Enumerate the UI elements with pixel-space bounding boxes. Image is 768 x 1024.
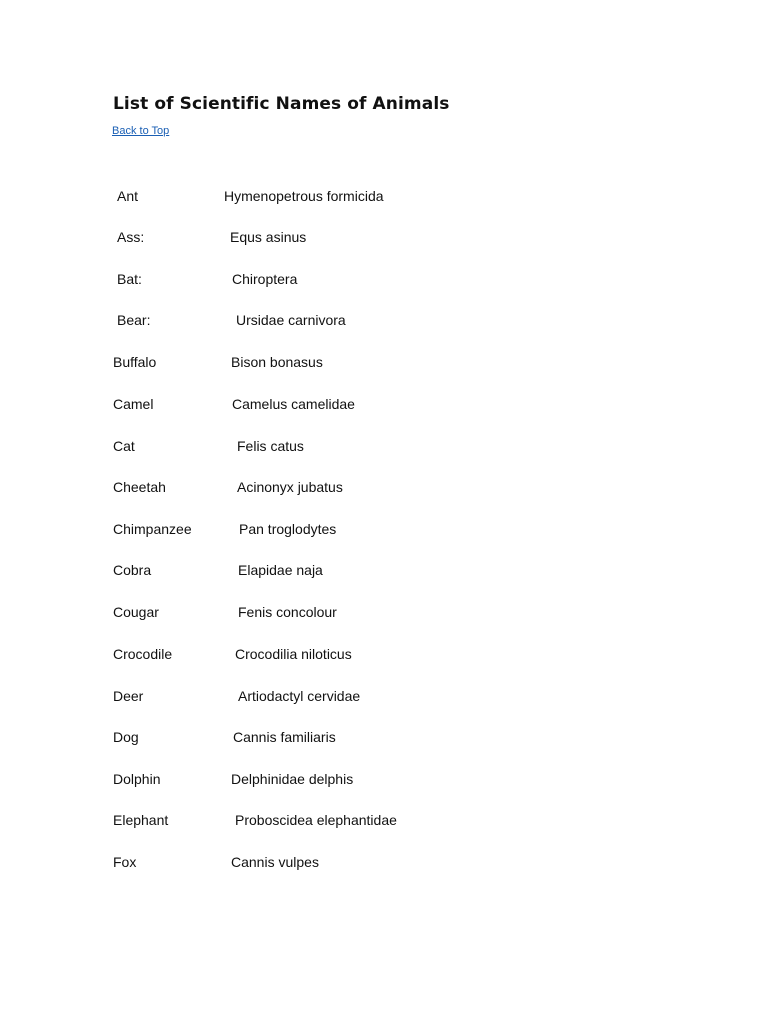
scientific-name: Cannis vulpes: [231, 854, 319, 870]
scientific-name: Fenis concolour: [238, 604, 337, 620]
animal-row: [0, 269, 768, 289]
scientific-name: Cannis familiaris: [233, 729, 336, 745]
animal-row: [0, 394, 768, 414]
animal-row: [0, 310, 768, 330]
common-name: Ant: [117, 188, 139, 204]
common-name: Bear:: [117, 312, 151, 328]
animal-row: [0, 436, 768, 456]
common-name: Ass:: [117, 229, 145, 245]
animal-row: [0, 352, 768, 372]
common-name: Elephant: [113, 812, 169, 828]
scientific-name: Crocodilia niloticus: [235, 646, 352, 662]
animal-row: [0, 477, 768, 497]
common-name: Cat: [113, 438, 135, 454]
scientific-name: Camelus camelidae: [232, 396, 355, 412]
scientific-name: Pan troglodytes: [239, 521, 337, 537]
scientific-name: Hymenopetrous formicida: [224, 188, 384, 204]
common-name: Cheetah: [113, 479, 166, 495]
common-name: Dolphin: [113, 771, 161, 787]
scientific-name: Ursidae carnivora: [236, 312, 346, 328]
scientific-name: Equs asinus: [230, 229, 307, 245]
animal-row: [0, 852, 768, 872]
common-name: Deer: [113, 688, 144, 704]
animal-row: [0, 810, 768, 830]
common-name: Fox: [113, 854, 137, 870]
scientific-name: Delphinidae delphis: [231, 771, 354, 787]
common-name: Crocodile: [113, 646, 173, 662]
scientific-name: Elapidae naja: [238, 562, 323, 578]
common-name: Camel: [113, 396, 154, 412]
animal-row: [0, 644, 768, 664]
animal-row: [0, 686, 768, 706]
page-title: List of Scientific Names of Animals: [113, 94, 450, 114]
scientific-name: Proboscidea elephantidae: [235, 812, 397, 828]
scientific-name: Chiroptera: [232, 271, 298, 287]
animal-row: [0, 227, 768, 247]
scientific-name: Felis catus: [237, 438, 304, 454]
animal-row: [0, 560, 768, 580]
scientific-name: Acinonyx jubatus: [237, 479, 343, 495]
common-name: Bat:: [117, 271, 142, 287]
common-name: Cobra: [113, 562, 152, 578]
animal-row: [0, 186, 768, 206]
animal-row: [0, 769, 768, 789]
common-name: Chimpanzee: [113, 521, 192, 537]
scientific-name: Bison bonasus: [231, 354, 323, 370]
common-name: Cougar: [113, 604, 159, 620]
back-to-top-link[interactable]: Back to Top: [112, 125, 170, 137]
animal-row: [0, 727, 768, 747]
common-name: Dog: [113, 729, 139, 745]
common-name: Buffalo: [113, 354, 157, 370]
animal-row: [0, 602, 768, 622]
animal-row: [0, 519, 768, 539]
scientific-name: Artiodactyl cervidae: [238, 688, 361, 704]
